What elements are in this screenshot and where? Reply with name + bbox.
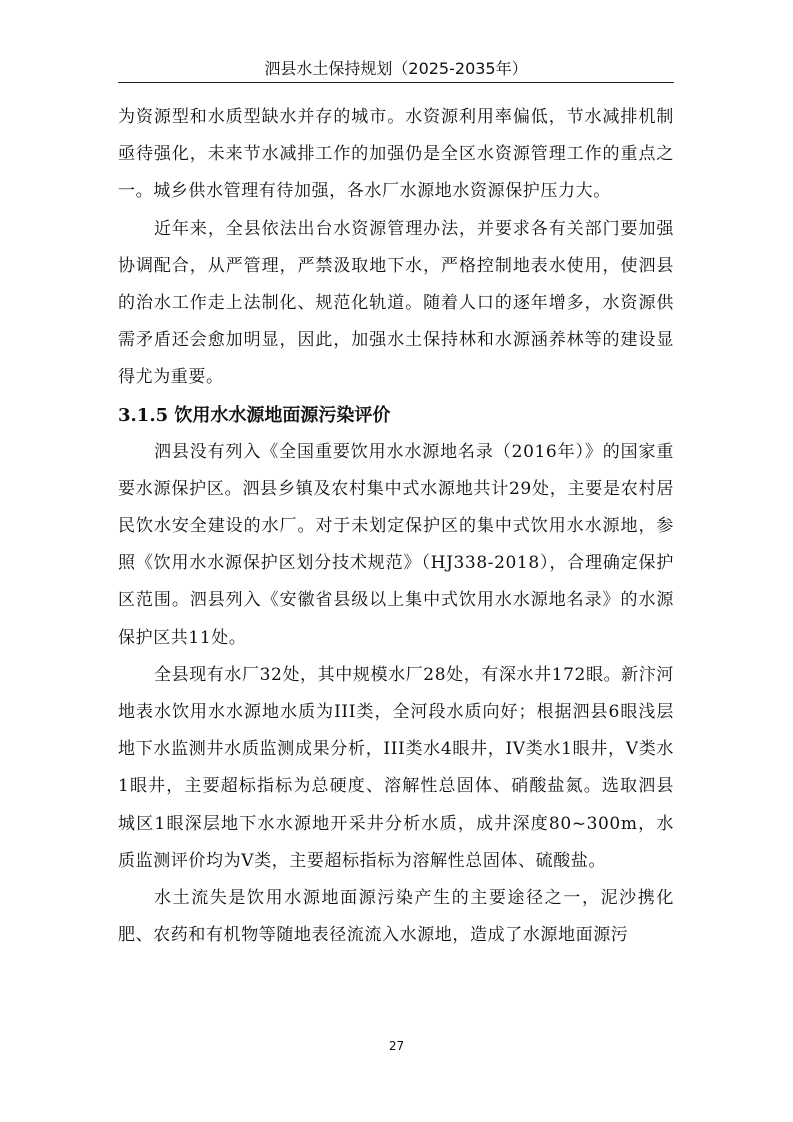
paragraph-soil-erosion: 水土流失是饮用水源地面源污染产生的主要途径之一，泥沙携化肥、农药和有机物等随地表径流流入水源地，造成了水源地面源污 <box>118 888 674 946</box>
header-divider <box>118 82 674 83</box>
section-heading <box>118 397 674 434</box>
document-body <box>118 99 674 954</box>
paragraph-source-protection: 泗县没有列入《全国重要饮用水水源地名录（2016年）》的国家重要水源保护区。泗县乡镇及农村集中式水源地共计29处，主要是农村居民饮水安全建设的水厂。对于未划定保护区的集中式饮用水水源地，参照《饮用水水源保护区划分技术规范》（HJ338-2018），合理确定保护区范围。泗县列入《安徽省县级以上集中式饮用水水源地名录》的水源保护区共11处。 <box>118 441 674 648</box>
section-number: 3.1.5 <box>118 404 169 426</box>
section-title: 饮用水水源地面源污染评价 <box>174 404 391 426</box>
page-number: 27 <box>388 1039 405 1053</box>
paragraph-water-quality: 全县现有水厂32处，其中规模水厂28处，有深水井172眼。新汴河地表水饮用水水源地水质为III类，全河段水质向好；根据泗县6眼浅层地下水监测井水质监测成果分析，III类水4眼井，IV类水1眼井，V类水1眼井，主要超标指标为总硬度、溶解性总固体、硝酸盐氮。选取泗县城区1眼深层地下水水源地开采井分析水质，成井深度80~300m，水质监测评价均为V类，主要超标指标为溶解性总固体、硫酸盐。 <box>118 664 674 871</box>
paragraph-continued: 为资源型和水质型缺水并存的城市。水资源利用率偏低，节水减排机制亟待强化，未来节水减排工作的加强仍是全区水资源管理工作的重点之一。城乡供水管理有待加强，各水厂水源地水资源保护压力大。 <box>118 107 674 202</box>
page-header-title: 泗县水土保持规划（2025-2035年） <box>264 59 528 78</box>
paragraph-water-management: 近年来，全县依法出台水资源管理办法，并要求各有关部门要加强协调配合，从严管理，严禁汲取地下水，严格控制地表水使用，使泗县的治水工作走上法制化、规范化轨道。随着人口的逐年增多，水资源供需矛盾还会愈加明显，因此，加强水土保持林和水源涵养林等的建设显得尤为重要。 <box>118 218 674 388</box>
